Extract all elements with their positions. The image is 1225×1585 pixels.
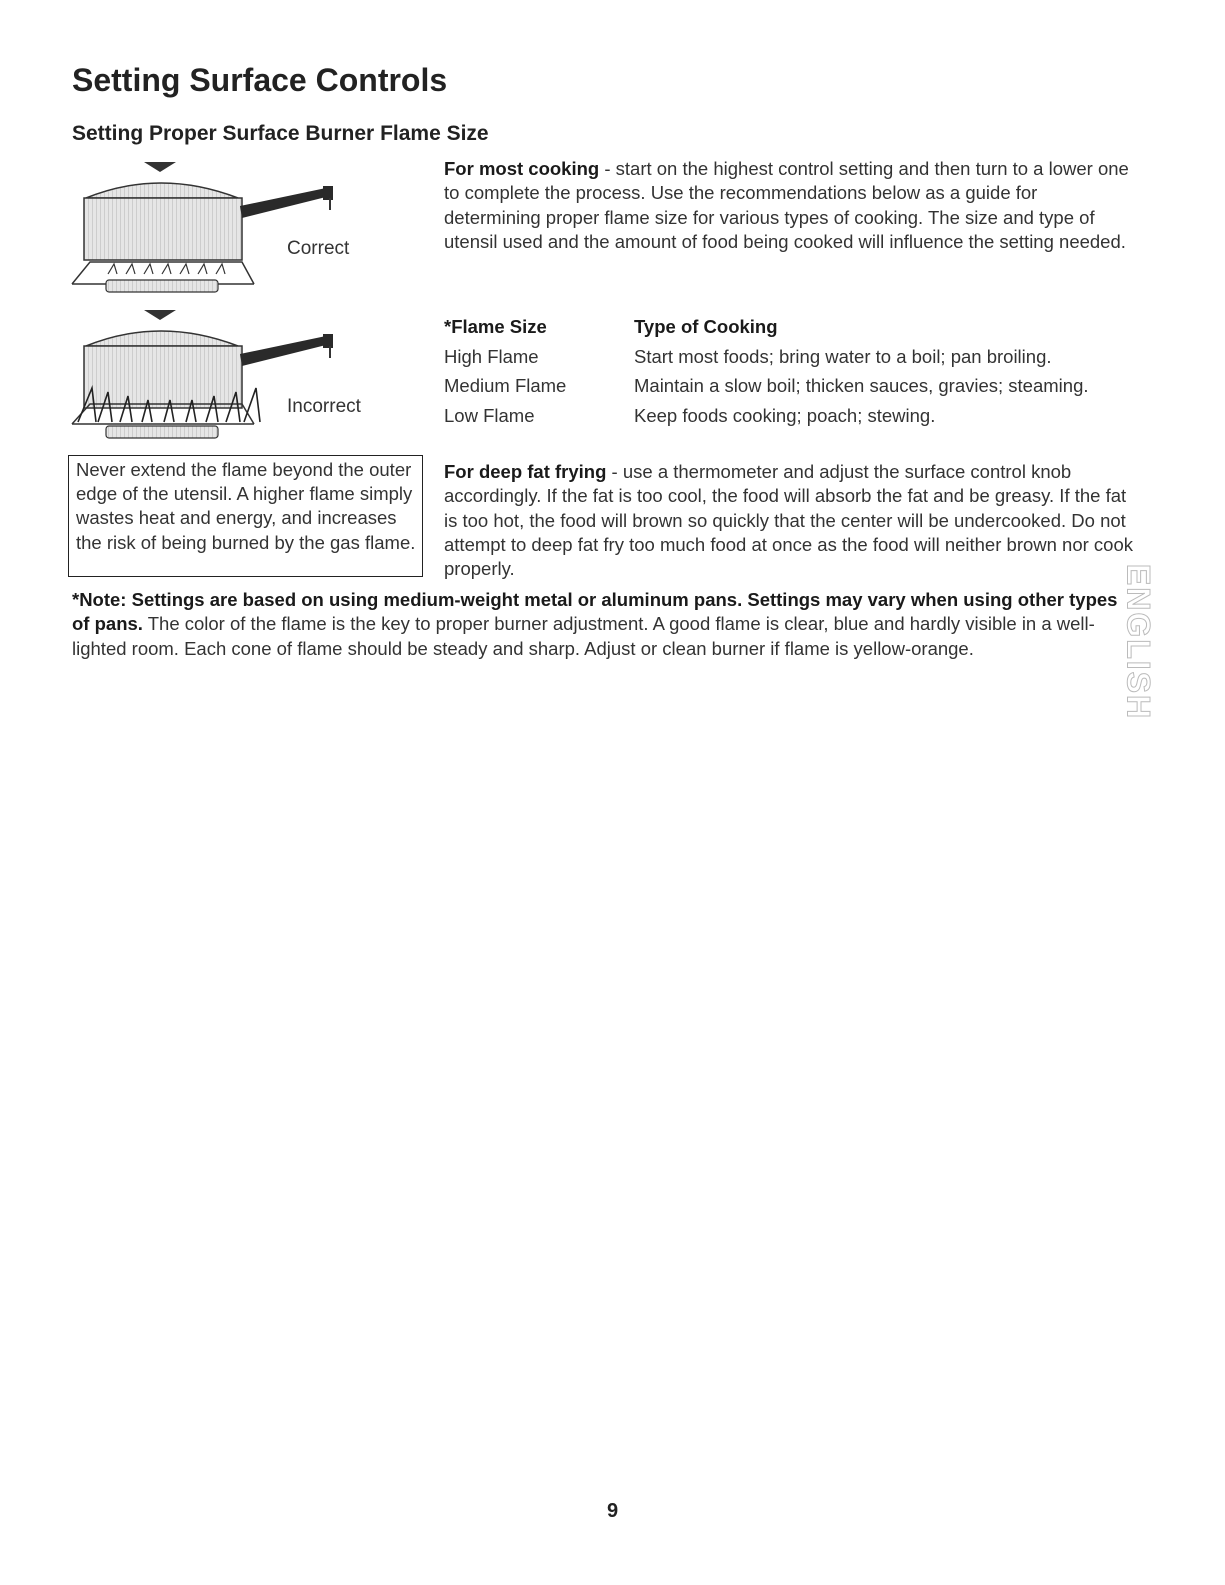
deep-fat-paragraph <box>444 460 1136 581</box>
intro-paragraph <box>444 157 1134 254</box>
header-flame-size: *Flame Size <box>444 315 547 337</box>
deep-fat-lead: For deep fat frying <box>444 461 607 482</box>
header-type-of-cooking: Type of Cooking <box>634 315 778 337</box>
intro-text: - start on the highest control setting and then turn to a lower one to complete the process. Use the recommendations below as a guide for determining proper flame size for various types of cooking. The size and type of utensil used and the amount of food being cooked will influence the setting needed. <box>444 158 1129 252</box>
language-label: ENGLISH <box>1120 563 1157 721</box>
table-row <box>444 342 1089 372</box>
warning-box: Never extend the flame beyond the outer edge of the utensil. A higher flame simply wastes heat and energy, and increases the risk of being burned by the gas flame. <box>68 455 423 577</box>
incorrect-label: Incorrect <box>287 396 361 417</box>
deep-fat-text: - use a thermometer and adjust the surface control knob accordingly. If the fat is too cool, the food will absorb the fat and be greasy. If the fat is too hot, the food will brown so quickly that the center will be undercooked. Do not attempt to deep fat fry too much food at once as the food will neither brown nor cook properly. <box>444 461 1134 580</box>
note-lead: *Note: Settings are based on using medium-weight metal or aluminum pans. Settings may vary when using other types of pans. <box>72 589 1118 635</box>
cooking-type-cell: Maintain a slow boil; thicken sauces, gravies; steaming. <box>634 375 1089 397</box>
language-side-tab <box>1118 562 1158 722</box>
page-number: 9 <box>606 1500 619 1522</box>
section-title: Setting Proper Surface Burner Flame Size <box>72 122 489 145</box>
flame-size-cell: High Flame <box>444 345 539 367</box>
flame-size-cell: Medium Flame <box>444 375 567 397</box>
correct-flame-illustration <box>68 158 368 293</box>
page-title: Setting Surface Controls <box>72 62 448 98</box>
table-header-row <box>444 312 1089 342</box>
cooking-type-cell: Keep foods cooking; poach; stewing. <box>634 404 936 426</box>
table-row <box>444 371 1089 401</box>
table-row <box>444 401 1089 431</box>
intro-lead: For most cooking <box>444 158 600 179</box>
pan-correct-flame-icon <box>68 158 368 293</box>
incorrect-flame-illustration <box>68 306 368 441</box>
pan-incorrect-flame-icon <box>68 306 368 441</box>
flame-size-table <box>444 312 1089 431</box>
cooking-type-cell: Start most foods; bring water to a boil; pan broiling. <box>634 345 1052 367</box>
note-paragraph <box>72 588 1132 661</box>
correct-label: Correct <box>287 238 350 259</box>
flame-size-cell: Low Flame <box>444 404 535 426</box>
note-text: The color of the flame is the key to proper burner adjustment. A good flame is clear, blue and hardly visible in a well-lighted room. Each cone of flame should be steady and sharp. Adjust or clean burner if flame is yellow-orange. <box>72 613 1095 659</box>
